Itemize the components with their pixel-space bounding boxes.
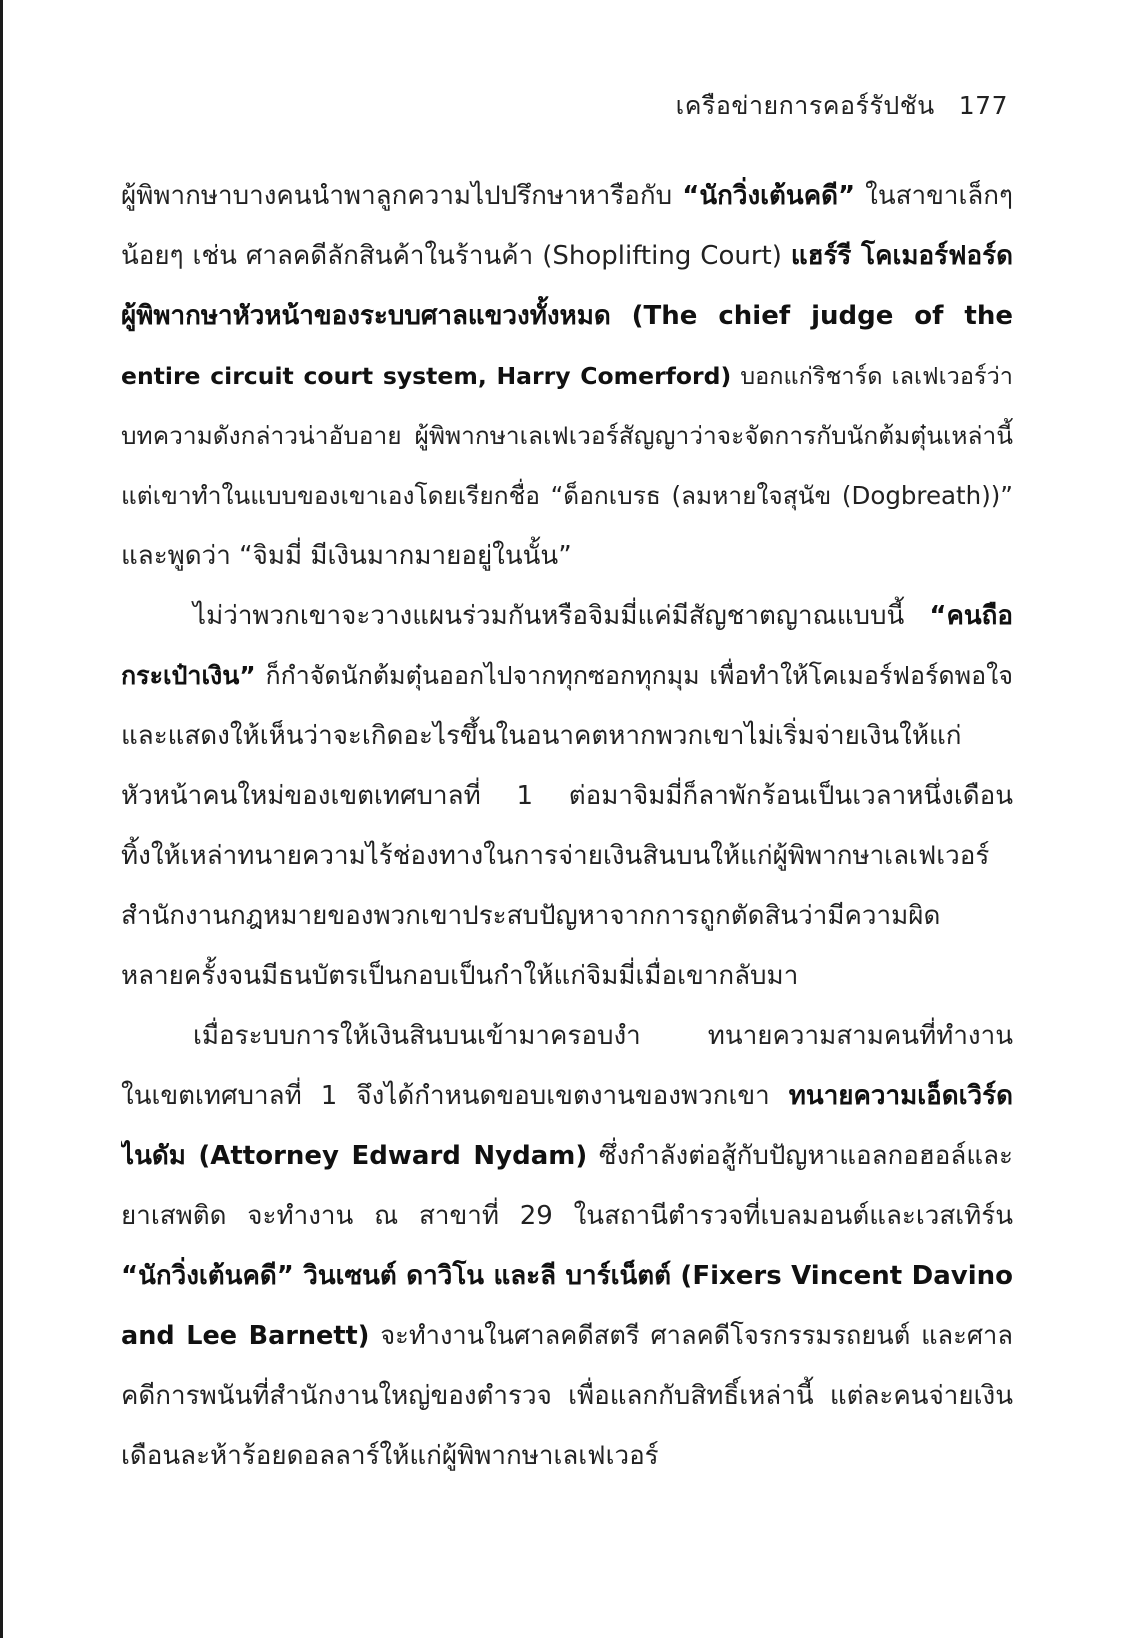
body-text-run: บทความดังกล่าวน่าอับอาย ผู้พิพากษาเลเฟเวอร์สัญญาว่าจะจัดการกับนักต้มตุ๋นเหล่านี้ xyxy=(121,421,1013,450)
text-line xyxy=(121,1126,1013,1186)
text-line xyxy=(121,1006,1013,1066)
bold-text: ทนายความเอ็ดเวิร์ด xyxy=(788,1081,1013,1111)
text-line xyxy=(121,466,1013,526)
body-text-run: และแสดงให้เห็นว่าจะเกิดอะไรขึ้นในอนาคตหากพวกเขาไม่เริ่มจ่ายเงินให้แก่ xyxy=(121,721,962,751)
body-text-run: หลายครั้งจนมีธนบัตรเป็นกอบเป็นกำให้แก่จิมมี่เมื่อเขากลับมา xyxy=(121,961,799,991)
running-head xyxy=(676,86,1008,126)
text-line xyxy=(121,586,1013,646)
bold-text: ไนดัม (Attorney Edward Nydam) xyxy=(121,1141,588,1171)
page-number: 177 xyxy=(958,91,1008,120)
body-text-run: หัวหน้าคนใหม่ของเขตเทศบาลที่ 1 ต่อมาจิมมี่ก็ลาพักร้อนเป็นเวลาหนึ่งเดือน xyxy=(121,781,1013,811)
body-text-run: จะทำงานในศาลคดีสตรี ศาลคดีโจรกรรมรถยนต์ และศาล xyxy=(369,1321,1013,1351)
body-text-run: เมื่อระบบการให้เงินสินบนเข้ามาครอบงำ ทนายความสามคนที่ทำงาน xyxy=(193,1021,1013,1051)
body-text-run: คดีการพนันที่สำนักงานใหญ่ของตำรวจ เพื่อแลกกับสิทธิ์เหล่านี้ แต่ละคนจ่ายเงิน xyxy=(121,1381,1013,1411)
body-text-run: ก็กำจัดนักต้มตุ๋นออกไปจากทุกซอกทุกมุม เพื่อทำให้โคเมอร์ฟอร์ดพอใจ xyxy=(255,661,1013,690)
bold-text: “นักวิ่งเต้นคดี” xyxy=(682,181,856,211)
bold-text: “คนถือ xyxy=(929,601,1013,631)
text-line xyxy=(121,1066,1013,1126)
body-text-run: สำนักงานกฎหมายของพวกเขาประสบปัญหาจากการถูกตัดสินว่ามีความผิด xyxy=(121,901,941,931)
text-line xyxy=(121,346,1013,406)
bold-text: ผู้พิพากษาหัวหน้าของระบบศาลแขวงทั้งหมด (The chief judge of the xyxy=(121,301,1013,331)
body-text-run: บอกแก่ริชาร์ด เลเฟเวอร์ว่า xyxy=(731,362,1013,390)
running-title: เครือข่ายการคอร์รัปชัน xyxy=(675,91,935,120)
text-line xyxy=(121,766,1013,826)
text-line xyxy=(121,946,1013,1006)
text-line xyxy=(121,1186,1013,1246)
bold-text: “นักวิ่งเต้นคดี” วินเซนต์ ดาวิโน และลี บาร์เน็ตต์ (Fixers Vincent Davino xyxy=(121,1261,1013,1291)
body-text-run: ซึ่งกำลังต่อสู้กับปัญหาแอลกอฮอล์และ xyxy=(587,1141,1013,1171)
body-text-run: แต่เขาทำในแบบของเขาเองโดยเรียกชื่อ “ด็อกเบรธ (ลมหายใจสุนัข (Dogbreath))” xyxy=(121,481,1013,510)
bold-text: แฮร์รี โคเมอร์ฟอร์ด xyxy=(790,241,1013,271)
text-line xyxy=(121,406,1013,466)
text-line xyxy=(121,1426,1013,1486)
bold-text: entire circuit court system, Harry Comerford) xyxy=(121,362,732,390)
body-text-run: ทิ้งให้เหล่าทนายความไร้ช่องทางในการจ่ายเงินสินบนให้แก่ผู้พิพากษาเลเฟเวอร์ xyxy=(121,841,990,871)
text-line xyxy=(121,286,1013,346)
text-line xyxy=(121,1246,1013,1306)
text-line xyxy=(121,886,1013,946)
body-text-run: น้อยๆ เช่น ศาลคดีลักสินค้าในร้านค้า (Shoplifting Court) xyxy=(121,241,791,271)
body-text-run: ผู้พิพากษาบางคนนำพาลูกความไปปรึกษาหารือกับ xyxy=(121,181,683,211)
text-line xyxy=(121,826,1013,886)
text-line xyxy=(121,646,1013,706)
text-line xyxy=(121,706,1013,766)
bold-text: and Lee Barnett) xyxy=(121,1321,370,1351)
body-text-run: ยาเสพติด จะทำงาน ณ สาขาที่ 29 ในสถานีตำรวจที่เบลมอนต์และเวสเทิร์น xyxy=(121,1201,1013,1231)
body-text-run: เดือนละห้าร้อยดอลลาร์ให้แก่ผู้พิพากษาเลเฟเวอร์ xyxy=(121,1441,659,1471)
text-line xyxy=(121,526,1013,586)
text-line xyxy=(121,166,1013,226)
text-line xyxy=(121,1366,1013,1426)
bold-text: กระเป๋าเงิน” xyxy=(121,661,256,690)
body-text xyxy=(121,166,1013,1486)
text-line xyxy=(121,1306,1013,1366)
body-text-run: ในเขตเทศบาลที่ 1 จึงได้กำหนดขอบเขตงานของพวกเขา xyxy=(121,1081,789,1111)
body-text-run: ในสาขาเล็กๆ xyxy=(855,181,1013,211)
body-text-run: ไม่ว่าพวกเขาจะวางแผนร่วมกันหรือจิมมี่แค่มีสัญชาตญาณแบบนี้ xyxy=(193,601,930,631)
text-line xyxy=(121,226,1013,286)
body-text-run: และพูดว่า “จิมมี่ มีเงินมากมายอยู่ในนั้น” xyxy=(121,541,572,571)
